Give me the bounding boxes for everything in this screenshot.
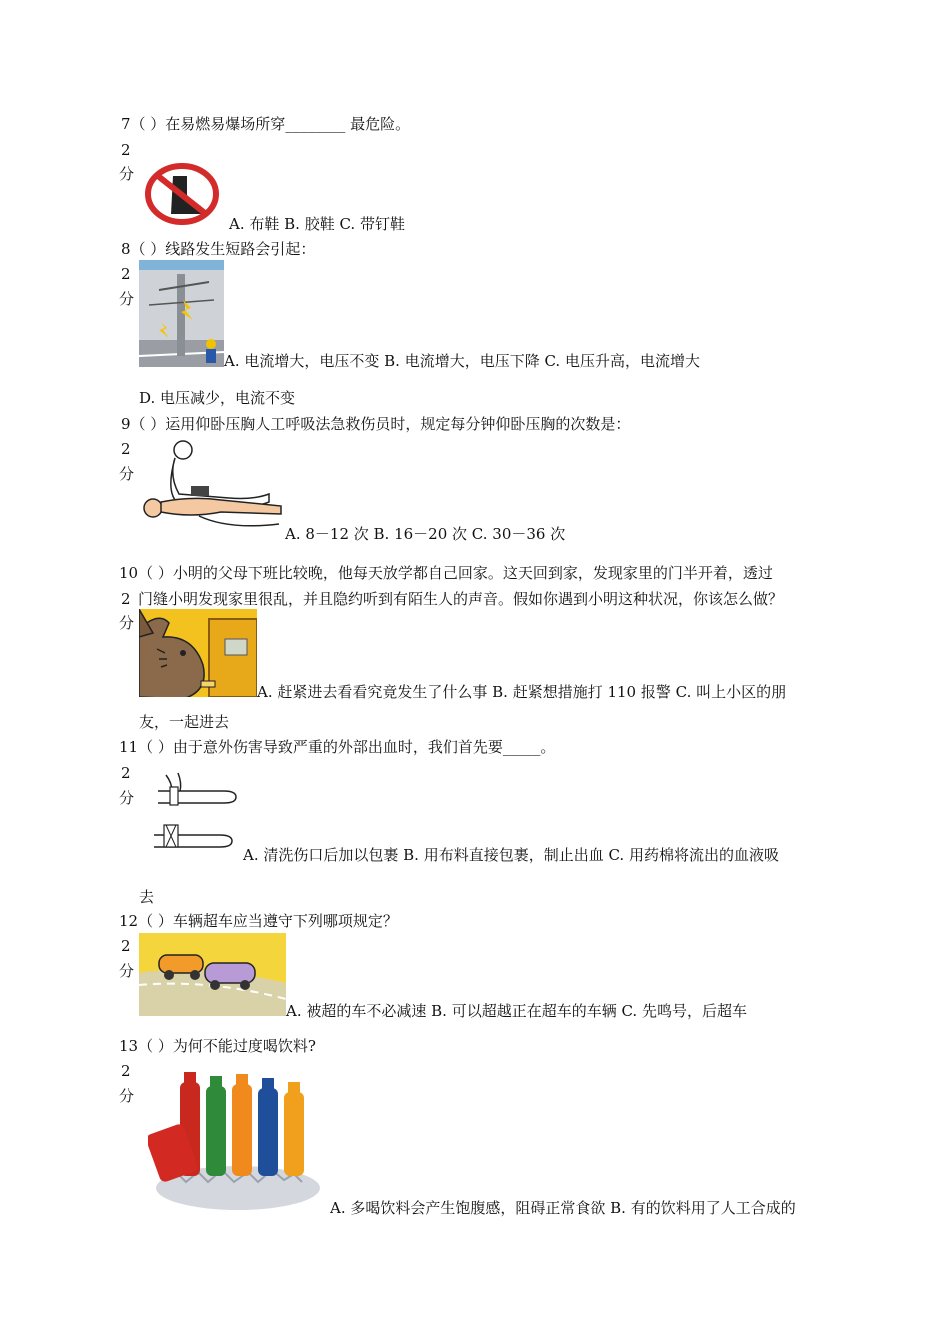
question-12-score-num: 2 (121, 937, 131, 955)
question-11-stem: 11（ ）由于意外伤害导致严重的外部出血时，我们首先要_____。 (119, 738, 556, 756)
question-11-options: A. 清洗伤口后加以包裹 B. 用布料直接包裹，制止出血 C. 用药棉将流出的血液吸 (243, 846, 779, 864)
question-10-stem-cont: 门缝小明发现家里很乱，并且隐约听到有陌生人的声音。假如你遇到小明这种状况，你该怎么做？ (138, 590, 784, 608)
question-12-stem: 12（ ）车辆超车应当遵守下列哪项规定？ (119, 912, 398, 930)
question-13-options: A. 多喝饮料会产生饱腹感，阻碍正常食欲 B. 有的饮料用了人工合成的 (330, 1199, 796, 1217)
bandaged-arm-icon (148, 765, 240, 850)
soft-drinks-on-ice-icon (148, 1068, 328, 1213)
question-8-options: A. 电流增大，电压不变 B. 电流增大，电压下降 C. 电压升高，电流增大 (224, 352, 700, 370)
question-10-options: A. 赶紧进去看看究竟发生了什么事 B. 赶紧想措施打 110 报警 C. 叫上小区的朋 (257, 683, 787, 701)
question-8-stem: 8（ ）线路发生短路会引起： (121, 240, 316, 258)
cpr-nurse-icon (139, 436, 287, 540)
cars-overtaking-icon (139, 933, 286, 1016)
no-boots-sign-icon (143, 162, 223, 227)
question-8-score-num: 2 (121, 265, 131, 283)
question-13-score-num: 2 (121, 1062, 131, 1080)
question-8-score-unit: 分 (119, 290, 135, 308)
question-9-options: A. 8－12 次 B. 16－20 次 C. 30－36 次 (285, 525, 566, 543)
question-7-options: A. 布鞋 B. 胶鞋 C. 带钉鞋 (229, 215, 405, 233)
question-10-options-cont: 友，一起进去 (139, 713, 230, 731)
question-11-options-cont: 去 (139, 888, 155, 906)
question-7-score-num: 2 (121, 141, 131, 159)
question-11-score-num: 2 (121, 764, 131, 782)
question-13-stem: 13（ ）为何不能过度喝饮料? (119, 1037, 316, 1055)
question-10-score-unit: 分 (119, 614, 135, 632)
question-10-stem: 10（ ）小明的父母下班比较晚，他每天放学都自己回家。这天回到家，发现家里的门半开着，透过 (119, 564, 773, 582)
question-11-score-unit: 分 (119, 789, 135, 807)
question-9-score-num: 2 (121, 440, 131, 458)
question-7-score-unit: 分 (119, 165, 135, 183)
short-circuit-pole-icon (139, 260, 224, 367)
question-10-score-num: 2 (121, 590, 131, 608)
rabbit-peeking-door-icon (139, 609, 257, 697)
question-12-options: A. 被超的车不必减速 B. 可以超越正在超车的车辆 C. 先鸣号，后超车 (286, 1002, 747, 1020)
question-13-score-unit: 分 (119, 1087, 135, 1105)
question-7-stem: 7（ ）在易燃易爆场所穿________ 最危险。 (121, 115, 411, 133)
question-9-stem: 9（ ）运用仰卧压胸人工呼吸法急救伤员时，规定每分钟仰卧压胸的次数是： (121, 415, 631, 433)
question-12-score-unit: 分 (119, 962, 135, 980)
question-9-score-unit: 分 (119, 465, 135, 483)
question-8-options-cont: D. 电压减少，电流不变 (139, 389, 296, 407)
